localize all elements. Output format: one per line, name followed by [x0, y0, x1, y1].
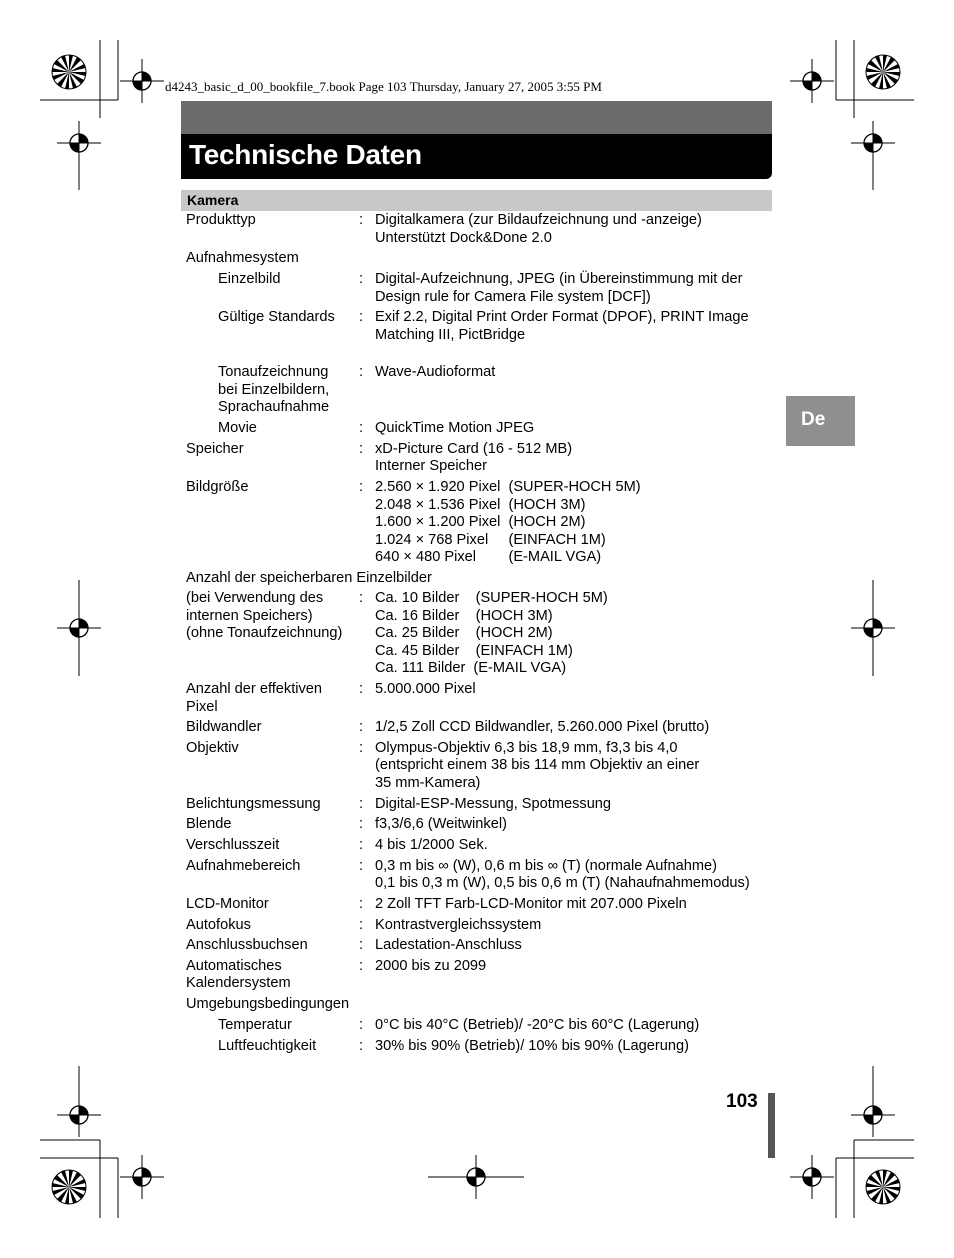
spec-value [375, 681, 781, 716]
spec-colon: : [359, 271, 364, 288]
spec-row [181, 837, 781, 855]
spec-row [181, 479, 781, 567]
spec-label: Verschlusszeit [186, 837, 280, 853]
spec-value-line: Ca. 111 Bilder (E-MAIL VGA) [375, 660, 567, 677]
spec-value [375, 796, 781, 814]
spec-row [181, 212, 781, 247]
spec-value-line: Wave-Audioformat [375, 364, 496, 381]
spec-value-line: 2000 bis zu 2099 [375, 957, 487, 974]
spec-value [375, 441, 781, 476]
spec-value-line: 2.560 × 1.920 Pixel (SUPER-HOCH 5M) [375, 479, 641, 495]
spec-colon: : [359, 420, 364, 437]
spec-value-line: 2.048 × 1.536 Pixel (HOCH 3M) [375, 496, 586, 513]
spec-value [375, 740, 781, 793]
spec-value-line: Ca. 25 Bilder (HOCH 2M) [375, 625, 553, 642]
spec-value-line: 0°C bis 40°C (Betrieb)/ -20°C bis 60°C (Lagerung) [375, 1016, 700, 1033]
spec-colon: : [359, 837, 364, 853]
spec-row [181, 681, 781, 716]
spec-value-line: Unterstützt Dock&Done 2.0 [375, 229, 552, 246]
spec-value-line: Ladestation-Anschluss [375, 937, 522, 954]
spec-value-line: (entspricht einem 38 bis 114 mm Objektiv an einer [375, 757, 700, 774]
spec-colon: : [359, 681, 364, 698]
spec-value-line: Olympus-Objektiv 6,3 bis 18,9 mm, f3,3 bis 4,0 [375, 739, 678, 756]
spec-label: Temperatur [218, 1016, 292, 1033]
spec-colon: : [359, 795, 364, 812]
spec-row [181, 420, 781, 438]
spec-value [375, 1038, 781, 1056]
spec-colon: : [359, 739, 364, 756]
spec-row [181, 590, 781, 678]
spec-colon: : [359, 816, 364, 833]
spec-colon: : [359, 937, 364, 954]
spec-colon: : [359, 309, 364, 326]
spec-colon: : [359, 479, 364, 495]
spec-row [181, 937, 781, 955]
spec-value [375, 1017, 781, 1035]
spec-label: Tonaufzeichnung bei Einzelbildern, Sprachaufnahme [218, 364, 330, 416]
spec-row [181, 1017, 781, 1035]
section-header [181, 190, 772, 211]
page-number: 103 [726, 1091, 758, 1112]
spec-label: Movie [218, 420, 257, 437]
spec-value [375, 309, 781, 344]
spec-colon: : [359, 857, 364, 874]
spec-value-line: 0,3 m bis ∞ (W), 0,6 m bis ∞ (T) (normale Aufnahme) [375, 857, 717, 874]
spec-label: Belichtungsmessung [186, 795, 321, 812]
spec-colon: : [359, 1037, 364, 1054]
spec-value-line: xD-Picture Card (16 - 512 MB) [375, 440, 573, 457]
spec-value-line: 640 × 480 Pixel (E-MAIL VGA) [375, 549, 602, 565]
spec-value-line: f3,3/6,6 (Weitwinkel) [375, 816, 507, 833]
spec-value [375, 719, 781, 737]
spec-label: LCD-Monitor [186, 895, 269, 912]
spec-label: Speicher [186, 440, 244, 457]
spec-value [375, 479, 781, 567]
spec-label: Bildwandler [186, 719, 262, 736]
spec-value [375, 364, 781, 417]
spec-value-line: Ca. 16 Bilder (HOCH 3M) [375, 607, 553, 624]
spec-row [181, 917, 781, 935]
spec-row [181, 740, 781, 793]
spec-value [375, 212, 781, 247]
spec-label: Objektiv [186, 739, 239, 756]
spec-label: Gültige Standards [218, 309, 335, 326]
spec-label: Bildgröße [186, 479, 249, 495]
spec-value-line: Kontrastvergleichssystem [375, 916, 542, 933]
spec-value-line: 30% bis 90% (Betrieb)/ 10% bis 90% (Lagerung) [375, 1037, 689, 1054]
spec-value-line: 1/2,5 Zoll CCD Bildwandler, 5.260.000 Pixel (brutto) [375, 719, 710, 736]
spec-label: Autofokus [186, 916, 251, 933]
page-number-bar [768, 1093, 775, 1158]
spec-row [181, 719, 781, 737]
spec-value-line: 1.600 × 1.200 Pixel (HOCH 2M) [375, 514, 586, 530]
spec-label: Anschlussbuchsen [186, 937, 308, 954]
spec-colon: : [359, 1016, 364, 1033]
spec-value [375, 271, 781, 306]
language-tab-label: De [801, 409, 826, 430]
spec-row [181, 816, 781, 834]
spec-row [181, 1038, 781, 1056]
spec-value-line: 2 Zoll TFT Farb-LCD-Monitor mit 207.000 Pixeln [375, 895, 687, 912]
print-header-note: d4243_basic_d_00_bookfile_7.book Page 103 Thursday, January 27, 2005 3:55 PM [165, 79, 602, 94]
spec-label: Blende [186, 816, 232, 833]
spec-label: Anzahl der effektiven Pixel [186, 681, 323, 715]
spec-colon: : [359, 364, 364, 381]
spec-label: Produkttyp [186, 212, 256, 229]
spec-value [375, 917, 781, 935]
spec-row [181, 364, 781, 417]
language-tab [786, 396, 855, 446]
spec-value-line: 5.000.000 Pixel [375, 681, 476, 698]
spec-value-line: 35 mm-Kamera) [375, 774, 481, 791]
spec-colon: : [359, 719, 364, 736]
spec-value-line: Design rule for Camera File system [DCF]) [375, 288, 651, 305]
spec-table [181, 209, 781, 1055]
spec-colon: : [359, 916, 364, 933]
spec-label: Einzelbild [218, 271, 281, 288]
spec-value-line: 1.024 × 768 Pixel (EINFACH 1M) [375, 531, 606, 548]
spec-label: (bei Verwendung des internen Speichers) (ohne Tonaufzeichnung) [186, 590, 343, 642]
title-bar-band [181, 101, 772, 134]
spec-value-line: Interner Speicher [375, 458, 487, 475]
spec-label: Aufnahmebereich [186, 857, 301, 874]
spec-value [375, 590, 781, 678]
spec-value-line: Ca. 45 Bilder (EINFACH 1M) [375, 642, 573, 659]
spec-row [181, 441, 781, 476]
spec-row [181, 309, 781, 344]
spec-value [375, 420, 781, 438]
spec-value-line: 4 bis 1/2000 Sek. [375, 837, 488, 853]
spec-row [181, 958, 781, 993]
page-title: Technische Daten [189, 139, 422, 170]
spec-value-line: QuickTime Motion JPEG [375, 420, 535, 437]
spec-colon: : [359, 212, 364, 229]
spec-value-line: Matching III, PictBridge [375, 326, 526, 343]
spec-row [181, 271, 781, 306]
spec-colon: : [359, 957, 364, 974]
spec-value-line: Digital-Aufzeichnung, JPEG (in Übereinstimmung mit der [375, 271, 743, 288]
spec-value [375, 858, 781, 893]
spec-row [181, 796, 781, 814]
spec-row [181, 858, 781, 893]
spec-group-label: Anzahl der speicherbaren Einzelbilder [186, 569, 432, 586]
spec-label: Automatisches Kalendersystem [186, 957, 291, 992]
section-title: Kamera [187, 192, 239, 208]
spacer [181, 344, 781, 361]
spec-group-label: Aufnahmesystem [186, 250, 299, 267]
spec-value-line: Digitalkamera (zur Bildaufzeichnung und -anzeige) [375, 212, 702, 229]
spec-colon: : [359, 590, 364, 607]
spec-value [375, 816, 781, 834]
spec-colon: : [359, 440, 364, 457]
spec-value-line: Exif 2.2, Digital Print Order Format (DPOF), PRINT Image [375, 309, 749, 326]
spec-colon: : [359, 895, 364, 912]
spec-group-label: Umgebungsbedingungen [186, 996, 350, 1013]
spec-value [375, 958, 781, 993]
spec-row [181, 896, 781, 914]
spec-value-line: Digital-ESP-Messung, Spotmessung [375, 795, 612, 812]
spec-value [375, 937, 781, 955]
spec-value-line: 0,1 bis 0,3 m (W), 0,5 bis 0,6 m (T) (Nahaufnahmemodus) [375, 875, 750, 892]
spec-label: Luftfeuchtigkeit [218, 1037, 317, 1054]
spec-value [375, 837, 781, 855]
spec-value [375, 896, 781, 914]
spec-value-line: Ca. 10 Bilder (SUPER-HOCH 5M) [375, 590, 608, 607]
